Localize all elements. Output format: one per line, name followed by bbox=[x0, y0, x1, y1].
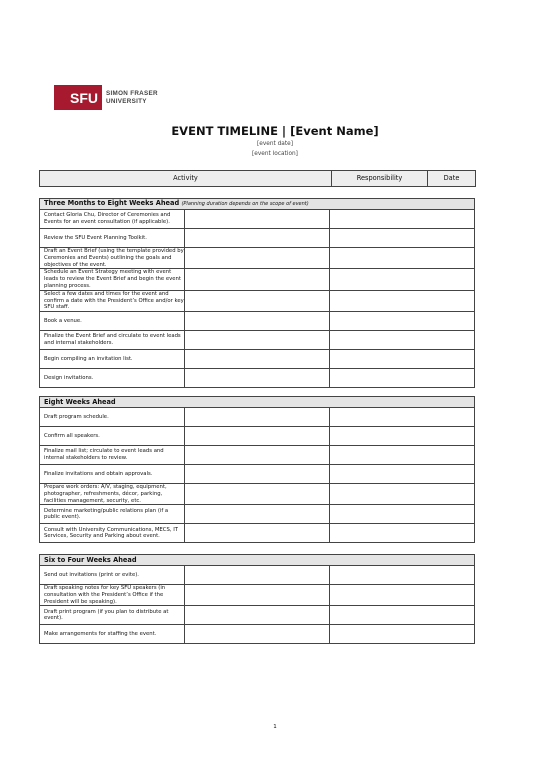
section-header bbox=[40, 199, 475, 210]
activity-cell: Book a venue. bbox=[40, 312, 185, 331]
date-cell[interactable] bbox=[330, 524, 475, 543]
table-row bbox=[40, 290, 475, 311]
table-row bbox=[40, 484, 475, 505]
responsibility-cell[interactable] bbox=[185, 505, 330, 524]
section-table-2 bbox=[39, 396, 475, 543]
table-row bbox=[40, 331, 475, 350]
responsibility-cell[interactable] bbox=[185, 427, 330, 446]
activity-cell: Prepare work orders: A/V, staging, equipment, photographer, refreshments, décor, parking, facilities management, security, etc. bbox=[40, 484, 185, 505]
table-row bbox=[40, 446, 475, 465]
header-table bbox=[39, 170, 476, 187]
responsibility-cell[interactable] bbox=[185, 229, 330, 248]
responsibility-cell[interactable] bbox=[185, 210, 330, 229]
responsibility-cell[interactable] bbox=[185, 248, 330, 269]
header-row bbox=[40, 171, 476, 187]
date-cell[interactable] bbox=[330, 585, 475, 606]
page-number: 1 bbox=[273, 724, 277, 730]
activity-cell: Contact Gloria Chu, Director of Ceremonies and Events for an event consultation (if applicable). bbox=[40, 210, 185, 229]
date-cell[interactable] bbox=[330, 606, 475, 625]
activity-cell: Send out invitations (print or evite). bbox=[40, 566, 185, 585]
table-row bbox=[40, 427, 475, 446]
date-cell[interactable] bbox=[330, 625, 475, 644]
activity-cell: Draft an Event Brief (using the template provided by Ceremonies and Events) outlining the goals and objectives of the event. bbox=[40, 248, 185, 269]
date-cell[interactable] bbox=[330, 566, 475, 585]
logo-wordmark bbox=[106, 90, 158, 106]
table-row bbox=[40, 350, 475, 369]
section-title-cell bbox=[40, 397, 475, 408]
date-cell[interactable] bbox=[330, 290, 475, 311]
section-note: (Planning duration depends on the scope of event) bbox=[181, 201, 309, 208]
header-activity: Activity bbox=[40, 171, 332, 187]
activity-cell: Begin compiling an invitation list. bbox=[40, 350, 185, 369]
activity-cell: Design invitations. bbox=[40, 369, 185, 388]
logo-line-2: UNIVERSITY bbox=[106, 97, 147, 105]
sfu-logo bbox=[54, 85, 158, 110]
activity-cell: Select a few dates and times for the event and confirm a date with the President’s Office and/or key SFU staff. bbox=[40, 290, 185, 311]
activity-cell: Finalize mail list; circulate to event leads and internal stakeholders to review. bbox=[40, 446, 185, 465]
activity-cell: Finalize invitations and obtain approvals. bbox=[40, 465, 185, 484]
table-row bbox=[40, 566, 475, 585]
activity-cell: Determine marketing/public relations plan (if a public event). bbox=[40, 505, 185, 524]
logo-line-1: SIMON FRASER bbox=[106, 89, 158, 97]
table-row bbox=[40, 312, 475, 331]
logo-mark: SFU bbox=[54, 85, 102, 110]
date-cell[interactable] bbox=[330, 484, 475, 505]
responsibility-cell[interactable] bbox=[185, 585, 330, 606]
page-title: EVENT TIMELINE | [Event Name] bbox=[171, 124, 379, 138]
responsibility-cell[interactable] bbox=[185, 269, 330, 290]
section-header bbox=[40, 555, 475, 566]
table-row bbox=[40, 248, 475, 269]
date-cell[interactable] bbox=[330, 331, 475, 350]
responsibility-cell[interactable] bbox=[185, 606, 330, 625]
responsibility-cell[interactable] bbox=[185, 312, 330, 331]
activity-cell: Finalize the Event Brief and circulate to event leads and internal stakeholders. bbox=[40, 331, 185, 350]
responsibility-cell[interactable] bbox=[185, 408, 330, 427]
responsibility-cell[interactable] bbox=[185, 484, 330, 505]
event-date: [event date] bbox=[257, 141, 293, 147]
responsibility-cell[interactable] bbox=[185, 566, 330, 585]
table-row bbox=[40, 625, 475, 644]
activity-cell: Review the SFU Event Planning Toolkit. bbox=[40, 229, 185, 248]
activity-cell: Draft print program (if you plan to distribute at event). bbox=[40, 606, 185, 625]
table-row bbox=[40, 524, 475, 543]
date-cell[interactable] bbox=[330, 408, 475, 427]
table-row bbox=[40, 229, 475, 248]
activity-cell: Draft speaking notes for key SFU speakers (in consultation with the President’s Office if the President will be speaking). bbox=[40, 585, 185, 606]
table-row bbox=[40, 269, 475, 290]
section-title: Six to Four Weeks Ahead bbox=[44, 555, 137, 564]
responsibility-cell[interactable] bbox=[185, 290, 330, 311]
date-cell[interactable] bbox=[330, 229, 475, 248]
section-title-cell bbox=[40, 555, 475, 566]
date-cell[interactable] bbox=[330, 369, 475, 388]
table-row bbox=[40, 606, 475, 625]
section-table-3 bbox=[39, 554, 475, 644]
date-cell[interactable] bbox=[330, 350, 475, 369]
section-title: Three Months to Eight Weeks Ahead bbox=[44, 199, 180, 208]
activity-cell: Consult with University Communications, MECS, IT Services, Security and Parking about event. bbox=[40, 524, 185, 543]
date-cell[interactable] bbox=[330, 505, 475, 524]
responsibility-cell[interactable] bbox=[185, 465, 330, 484]
table-row bbox=[40, 585, 475, 606]
header-responsibility: Responsibility bbox=[332, 171, 428, 187]
table-row bbox=[40, 408, 475, 427]
activity-cell: Confirm all speakers. bbox=[40, 427, 185, 446]
section-header bbox=[40, 397, 475, 408]
date-cell[interactable] bbox=[330, 427, 475, 446]
date-cell[interactable] bbox=[330, 269, 475, 290]
responsibility-cell[interactable] bbox=[185, 350, 330, 369]
section-table-1 bbox=[39, 198, 475, 388]
activity-cell: Make arrangements for staffing the event. bbox=[40, 625, 185, 644]
responsibility-cell[interactable] bbox=[185, 524, 330, 543]
header-date: Date bbox=[428, 171, 476, 187]
responsibility-cell[interactable] bbox=[185, 369, 330, 388]
table-row bbox=[40, 369, 475, 388]
responsibility-cell[interactable] bbox=[185, 331, 330, 350]
table-row bbox=[40, 465, 475, 484]
section-title: Eight Weeks Ahead bbox=[44, 397, 116, 406]
date-cell[interactable] bbox=[330, 312, 475, 331]
date-cell[interactable] bbox=[330, 210, 475, 229]
activity-cell: Draft program schedule. bbox=[40, 408, 185, 427]
date-cell[interactable] bbox=[330, 446, 475, 465]
date-cell[interactable] bbox=[330, 465, 475, 484]
table-row bbox=[40, 210, 475, 229]
section-title-cell bbox=[40, 199, 475, 210]
date-cell[interactable] bbox=[330, 248, 475, 269]
event-location: [event location] bbox=[252, 151, 298, 157]
responsibility-cell[interactable] bbox=[185, 446, 330, 465]
activity-cell: Schedule an Event Strategy meeting with event leads to review the Event Brief and begin the event planning process. bbox=[40, 269, 185, 290]
responsibility-cell[interactable] bbox=[185, 625, 330, 644]
table-row bbox=[40, 505, 475, 524]
